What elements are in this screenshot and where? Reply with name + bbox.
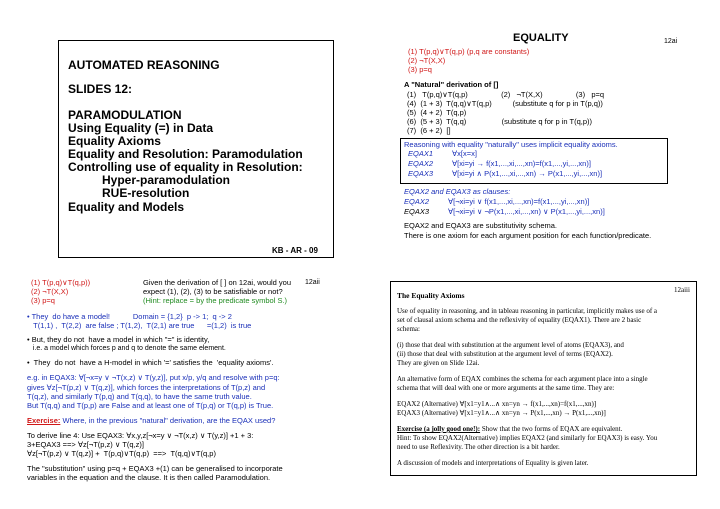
paragraph-line: set of clausal axiom schema and the reflexivity of equality (EQAX1). There are 2 basic: [397, 316, 642, 324]
axiom-formula: ∀[xi=yi ∧ P(x1,...,xi,...,xn) → P(x1,...,yi,...,xn)]: [452, 169, 603, 178]
exercise-line: [397, 426, 622, 433]
derivation-line: (5) (4 + 2) T(q,p): [407, 108, 467, 117]
exercise-text: Show that the two forms of EQAX are equivalent.: [480, 425, 623, 433]
derivation-title: A "Natural" derivation of []: [404, 80, 499, 89]
axiom-name: EQAX1: [408, 149, 434, 158]
derivation-line: (4) (1 + 3) T(q,q)∨T(q,p) (substitute q for p in T(p,q)): [407, 99, 603, 108]
example-line: But T(q,q) and T(p,p) are False and at least one of T(p,q) or T(q,p) is True.: [27, 401, 274, 410]
exercise-label: Exercise:: [27, 416, 61, 425]
derivation-line: (7) (6 + 2) []: [407, 126, 451, 135]
page-number: 12ai: [664, 38, 678, 45]
exercise-line: [27, 417, 275, 425]
sub-topic-line: RUE-resolution: [102, 186, 190, 200]
axiom-name: EQAX2: [408, 159, 434, 168]
intro-line: expect (1), (2), (3) to be satisfiable or not?: [143, 287, 283, 296]
schema-note: There is one axiom for each argument position for each function/predicate.: [404, 231, 652, 240]
slide-models: [27, 276, 337, 498]
intro-line: Given the derivation of [ ] on 12ai, would you: [143, 278, 292, 287]
clause-form-name: EQAX2: [404, 197, 430, 206]
exercise-text: Where, in the previous "natural" derivation, are the EQAX used?: [60, 416, 276, 425]
bullet-line: T(1,1) , T(2,2) are false ; T(1,2), T(2,1) are true =(1,2) is true: [27, 321, 252, 330]
clause-line: (1) T(p,q)∨T(q,p)): [31, 278, 91, 287]
example-line: e.g. in EQAX3: ∀[¬x=y ∨ ¬T(x,z) ∨ T(y,z)], put x/p, y/q and resolve with p=q:: [27, 373, 280, 382]
axioms-intro: Reasoning with equality "naturally" uses implicit equality axioms.: [404, 140, 618, 149]
clause-form-formula: ∀[¬xi=yi ∨ f(x1,...,xi,...,xn)=f(x1,...,yi,...,xn)]: [448, 197, 590, 206]
slides-number: SLIDES 12:: [68, 82, 133, 96]
paragraph-line: need to use Reflexivity. The other direction is a bit harder.: [397, 443, 560, 451]
clause-line: (2) ¬T(X,X): [408, 56, 446, 65]
clause-line: (3) p=q: [408, 65, 432, 74]
clause-form-name: EQAX3: [404, 207, 430, 216]
paragraph-line: They are given on Slide 12ai.: [397, 359, 480, 367]
page-number: 12aii: [305, 279, 320, 286]
sub-topic-line: Hyper-paramodulation: [102, 173, 231, 187]
example-line: T(q,z), and similarly T(p,q) and T(q,q), to have the same truth value.: [27, 392, 252, 401]
bullet-line: • They do have a model! Domain = {1,2} p -> 1; q -> 2: [27, 312, 232, 321]
course-title: AUTOMATED REASONING: [68, 58, 220, 72]
topic-line: Using Equality (=) in Data: [68, 121, 214, 135]
paragraph-line: Hint: To show EQAX2(Alternative) implies EQAX2 (and similarly for EQAX3) is easy. You: [397, 434, 658, 442]
bullet-line: • They do not have a H-model in which '=' satisfies the 'equality axioms'.: [27, 358, 274, 367]
hint-line: (Hint: replace = by the predicate symbol S.): [143, 296, 288, 305]
axiom-formula: ∀[xi=yi → f(x1,...,xi,...,xn)=f(x1,...,yi,...,xn)]: [452, 159, 591, 168]
slide-equality: [390, 30, 690, 262]
topic-line: PARAMODULATION: [68, 108, 182, 122]
bullet-line: • But, they do not have a model in which "=" is identity,: [27, 335, 210, 344]
clause-line: (3) p=q: [31, 296, 55, 305]
slide-equality-axioms: [390, 281, 697, 476]
paragraph-line: (i) those that deal with substitution at the argument level of atoms (EQAX3), and: [397, 341, 624, 349]
paragraph-line: (ii) those that deal with substitution at the argument level of terms (EQAX2).: [397, 350, 613, 358]
alternative-axiom: EQAX2 (Alternative) ∀[x1=y1∧...∧ xn=yn → f(x1,...,xn)=f(x1,...,xn)]: [397, 400, 597, 408]
paragraph-line: schema that will deal with one or more arguments at the same time. They are:: [397, 384, 615, 392]
derivation-line: (1) T(p,q)∨T(q,p) (2) ¬T(X,X) (3) p=q: [407, 90, 605, 99]
topic-line: Equality and Resolution: Paramodulation: [68, 147, 303, 161]
page-number: 12aiii: [674, 286, 690, 294]
derivation-line: (6) (5 + 3) T(q,q) (substitute q for p in T(q,p)): [407, 117, 592, 126]
paragraph-line: Use of equality in reasoning, and in tableau reasoning in particular, implicitly makes use of a: [397, 307, 658, 315]
substitution-note: The "substitution" using p=q + EQAX3 +(1) can be generalised to incorporate: [27, 464, 283, 473]
alternative-axiom: EQAX3 (Alternative) ∀[x1=y1∧...∧ xn=yn → P(x1,...,xn) → P(x1,...,xn)]: [397, 409, 606, 417]
example-line: gives ∀z[¬T(p,z) ∨ T(q,z)], which forces the interpretations of T(p,z) and: [27, 383, 266, 392]
clause-form-formula: ∀[¬xi=yi ∨ ¬P(x1,...,xi,...,xn) ∨ P(x1,...,yi,...,xn)]: [448, 207, 605, 216]
slide-heading: EQUALITY: [513, 32, 569, 44]
paragraph-line: An alternative form of EQAX combines the schema for each argument place into a single: [397, 375, 648, 383]
paragraph-line: schema:: [397, 325, 420, 333]
axiom-name: EQAX3: [408, 169, 434, 178]
schema-note: EQAX2 and EQAX3 are substitutivity schema.: [404, 221, 557, 230]
axiom-formula: ∀x[x=x]: [452, 149, 477, 158]
substitution-note: variables in the equation and the clause. It is then called Paramodulation.: [27, 473, 271, 482]
slide-title: [58, 40, 334, 258]
topic-line: Equality and Models: [68, 200, 185, 214]
slide-footer: KB - AR - 09: [272, 246, 318, 255]
closing-line: A discussion of models and interpretations of Equality is given later.: [397, 459, 589, 467]
slide-heading: The Equality Axioms: [397, 291, 465, 300]
clause-line: (1) T(p,q)∨T(q,p) (p,q are constants): [408, 47, 530, 56]
clauses-intro: EQAX2 and EQAX3 as clauses:: [404, 187, 511, 196]
derivation-step: ∀z[¬T(p,z) ∨ T(q,z)] + T(p,q)∨T(q,p) ==> T(q,q)∨T(q,p): [27, 449, 216, 458]
bullet-line: i.e. a model which forces p and q to denote the same element.: [27, 345, 226, 352]
topic-line: Equality Axioms: [68, 134, 161, 148]
derivation-step: 3+EQAX3 ==> ∀z[¬T(p,z) ∨ T(q,z)]: [27, 440, 144, 449]
exercise-label: Exercise (a jolly good one!):: [397, 425, 481, 433]
topic-line: Controlling use of equality in Resolution:: [68, 160, 303, 174]
clause-line: (2) ¬T(X,X): [31, 287, 69, 296]
derivation-step: To derive line 4: Use EQAX3: ∀x,y,z[¬x=y ∨ ¬T(x,z) ∨ T(y,z)] +1 + 3:: [27, 431, 254, 440]
